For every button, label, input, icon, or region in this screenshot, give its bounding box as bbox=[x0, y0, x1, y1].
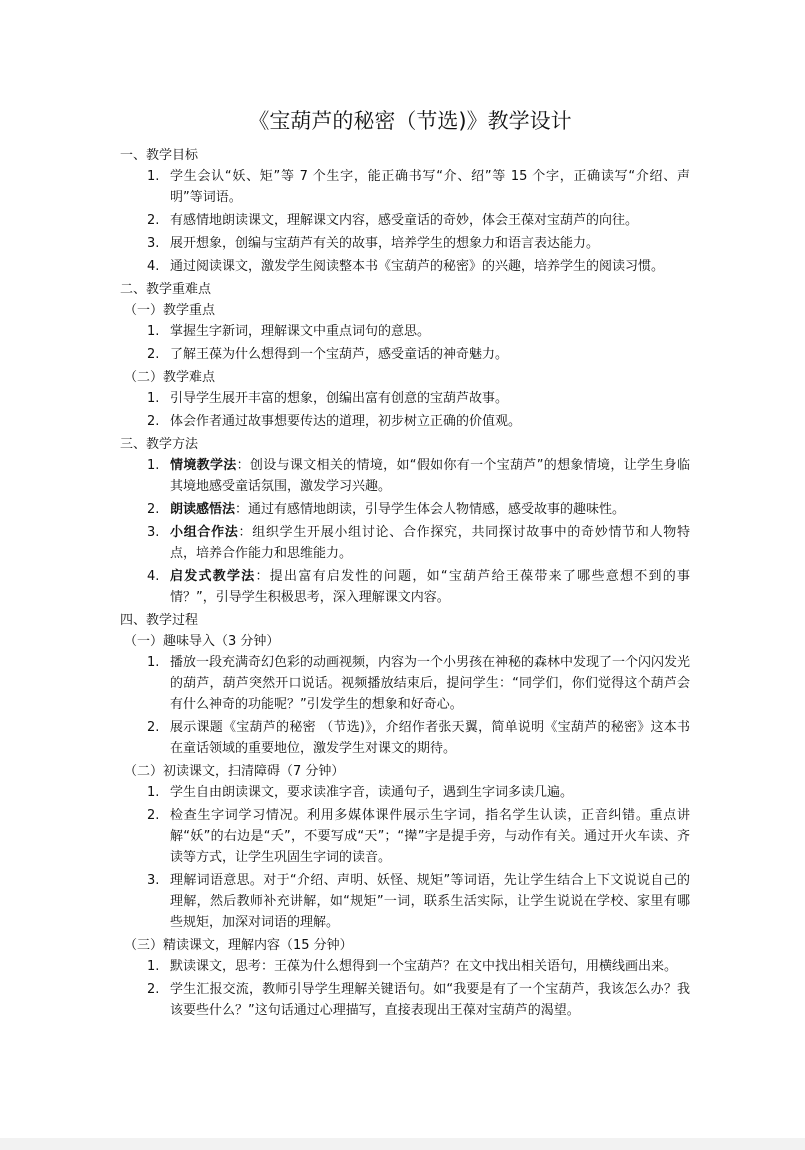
list-number: 2. bbox=[147, 808, 160, 823]
list-item bbox=[120, 652, 700, 715]
list-number: 3. bbox=[147, 525, 160, 540]
list-number: 4. bbox=[147, 259, 160, 274]
list-item bbox=[120, 166, 700, 208]
list-number: 1. bbox=[147, 959, 160, 974]
list-item bbox=[120, 256, 700, 277]
list-number: 2. bbox=[147, 213, 160, 228]
list-item bbox=[120, 566, 700, 608]
list-item bbox=[120, 388, 700, 409]
list-item bbox=[120, 233, 700, 254]
method-label: 启发式教学法 bbox=[170, 569, 256, 584]
method-label: 朗读感悟法 bbox=[170, 502, 236, 517]
list-number: 2. bbox=[147, 502, 160, 517]
subsection-heading: （二）教学难点 bbox=[124, 370, 216, 385]
list-text: 学生自由朗读课文，要求读准字音，读通句子，遇到生字词多读几遍。 bbox=[170, 785, 574, 800]
list-text: 有感情地朗读课文，理解课文内容，感受童话的奇妙，体会王葆对宝葫芦的向往。 bbox=[170, 213, 639, 228]
list-number: 1. bbox=[147, 169, 160, 184]
list-item bbox=[120, 522, 700, 564]
list-item bbox=[120, 499, 700, 520]
list-item bbox=[120, 717, 700, 759]
list-text: 学生汇报交流，教师引导学生理解关键语句。如“我要是有了一个宝葫芦，我该怎么办？我该要些什么？”这句话通过心理描写，直接表现出王葆对宝葫芦的渴望。 bbox=[170, 982, 690, 1018]
list-text: 掌握生字新词，理解课文中重点词句的意思。 bbox=[170, 324, 431, 339]
section-heading-methods: 三、教学方法 bbox=[120, 437, 199, 452]
list-number: 1. bbox=[147, 391, 160, 406]
list-number: 4. bbox=[147, 569, 160, 584]
list-number: 1. bbox=[147, 324, 160, 339]
list-number: 2. bbox=[147, 720, 160, 735]
document-content bbox=[120, 106, 700, 1023]
section-heading-key-points: 二、教学重难点 bbox=[120, 282, 212, 297]
list-text: 学生会认“妖、矩”等 7 个生字，能正确书写“介、绍”等 15 个字，正确读写“介绍、声明”等词语。 bbox=[170, 169, 690, 205]
list-text: ：组织学生开展小组讨论、合作探究，共同探讨故事中的奇妙情节和人物特点，培养合作能力和思维能力。 bbox=[170, 525, 690, 561]
list-text: 体会作者通过故事想要传达的道理，初步树立正确的价值观。 bbox=[170, 414, 522, 429]
list-item bbox=[120, 411, 700, 432]
list-item bbox=[120, 782, 700, 803]
subsection-heading: （一）趣味导入（3 分钟） bbox=[124, 634, 280, 649]
subsection-heading: （二）初读课文，扫清障碍（7 分钟） bbox=[124, 764, 345, 779]
section-heading-objectives: 一、教学目标 bbox=[120, 148, 199, 163]
list-text: 引导学生展开丰富的想象，创编出富有创意的宝葫芦故事。 bbox=[170, 391, 509, 406]
list-number: 2. bbox=[147, 347, 160, 362]
list-text: 展示课题《宝葫芦的秘密 （节选)》，介绍作者张天翼，简单说明《宝葫芦的秘密》这本书在童话领域的重要地位，激发学生对课文的期待。 bbox=[170, 720, 690, 756]
list-text: 默读课文，思考：王葆为什么想得到一个宝葫芦？在文中找出相关语句，用横线画出来。 bbox=[170, 959, 678, 974]
list-number: 2. bbox=[147, 414, 160, 429]
subsection-heading: （一）教学重点 bbox=[124, 303, 216, 318]
list-text: 检查生字词学习情况。利用多媒体课件展示生字词，指名学生认读，正音纠错。重点讲解“妖”的右边是“夭”，不要写成“天”；“撵”字是提手旁，与动作有关。通过开火车读、齐读等方式，让学生巩固生字词的读音。 bbox=[170, 808, 690, 865]
list-text: 了解王葆为什么想得到一个宝葫芦，感受童话的神奇魅力。 bbox=[170, 347, 509, 362]
list-number: 1. bbox=[147, 655, 160, 670]
page-title: 《宝葫芦的秘密（节选)》教学设计 bbox=[248, 109, 572, 133]
list-item bbox=[120, 805, 700, 868]
list-item bbox=[120, 210, 700, 231]
subsection-heading: （三）精读课文，理解内容（15 分钟） bbox=[124, 938, 353, 953]
list-item bbox=[120, 870, 700, 933]
list-number: 3. bbox=[147, 236, 160, 251]
list-text: ：提出富有启发性的问题，如“宝葫芦给王葆带来了哪些意想不到的事情？”，引导学生积极思考，深入理解课文内容。 bbox=[170, 569, 690, 605]
list-item bbox=[120, 455, 700, 497]
list-text: 展开想象，创编与宝葫芦有关的故事，培养学生的想象力和语言表达能力。 bbox=[170, 236, 600, 251]
method-label: 情境教学法 bbox=[170, 458, 237, 473]
list-item bbox=[120, 956, 700, 977]
list-item bbox=[120, 321, 700, 342]
list-text: 通过阅读课文，激发学生阅读整本书《宝葫芦的秘密》的兴趣，培养学生的阅读习惯。 bbox=[170, 259, 665, 274]
method-label: 小组合作法 bbox=[170, 525, 239, 540]
list-text: ：创设与课文相关的情境，如“假如你有一个宝葫芦”的想象情境，让学生身临其境地感受童话氛围，激发学习兴趣。 bbox=[170, 458, 690, 494]
list-item bbox=[120, 979, 700, 1021]
section-heading-process: 四、教学过程 bbox=[120, 613, 199, 628]
list-number: 3. bbox=[147, 873, 160, 888]
list-number: 1. bbox=[147, 458, 160, 473]
list-number: 1. bbox=[147, 785, 160, 800]
list-text: ：通过有感情地朗读，引导学生体会人物情感，感受故事的趣味性。 bbox=[235, 502, 626, 517]
list-item bbox=[120, 344, 700, 365]
list-text: 理解词语意思。对于“介绍、声明、妖怪、规矩”等词语，先让学生结合上下文说说自己的理解，然后教师补充讲解，如“规矩”一词，联系生活实际，让学生说说在学校、家里有哪些规矩，加深对词语的理解。 bbox=[170, 873, 690, 930]
list-text: 播放一段充满奇幻色彩的动画视频，内容为一个小男孩在神秘的森林中发现了一个闪闪发光的葫芦，葫芦突然开口说话。视频播放结束后，提问学生：“同学们，你们觉得这个葫芦会有什么神奇的功能呢？”引发学生的想象和好奇心。 bbox=[170, 655, 691, 712]
list-number: 2. bbox=[147, 982, 160, 997]
